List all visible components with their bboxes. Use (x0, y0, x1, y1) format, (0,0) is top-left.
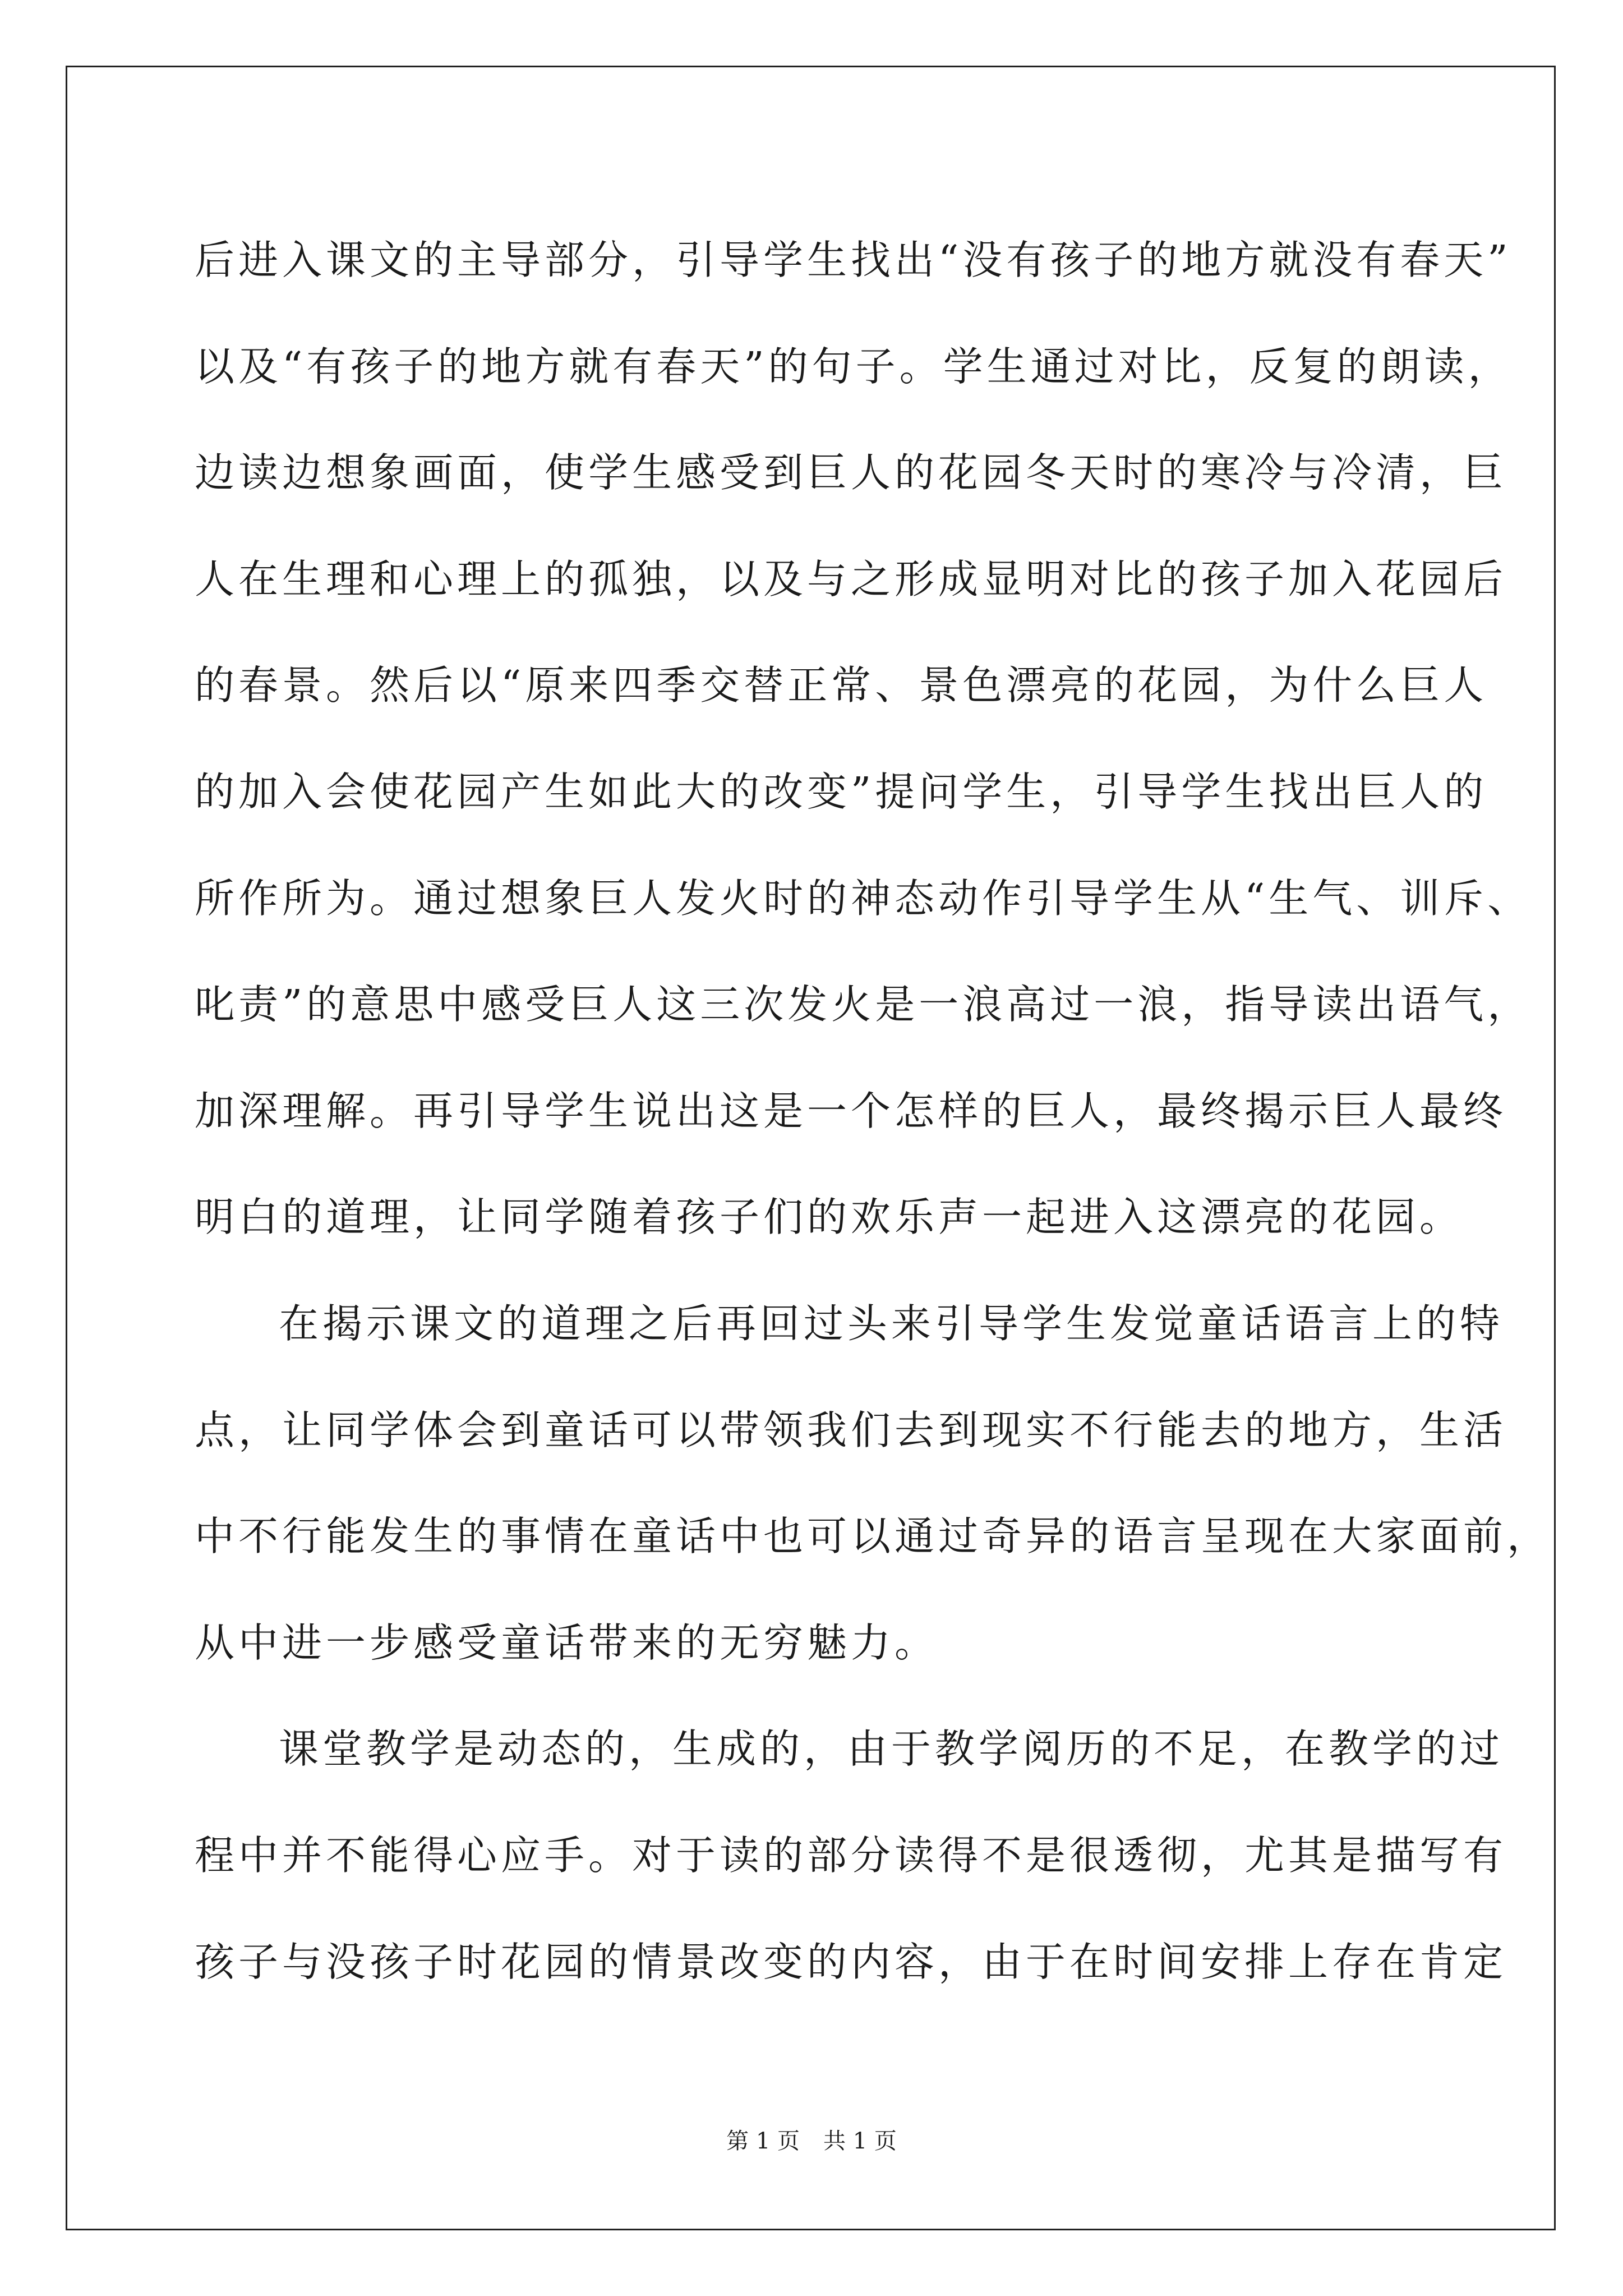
text-line: 所作所为。通过想象巨人发火时的神态动作引导学生从“生气、训斥、 (195, 875, 1532, 922)
text-line: 叱责”的意思中感受巨人这三次发火是一浪高过一浪，指导读出语气， (195, 981, 1532, 1028)
page-footer (0, 2123, 1623, 2155)
text-line: 以及“有孩子的地方就有春天”的句子。学生通过对比，反复的朗读， (195, 343, 1512, 390)
text-line: 的春景。然后以“原来四季交替正常、景色漂亮的花园，为什么巨人 (195, 662, 1488, 709)
text-line: 点，让同学体会到童话可以带领我们去到现实不行能去的地方，生活 (195, 1406, 1507, 1453)
text-line: 的加入会使花园产生如此大的改变”提问学生，引导学生找出巨人的 (195, 768, 1488, 815)
text-line: 在揭示课文的道理之后再回过头来引导学生发觉童话语言上的特 (279, 1300, 1504, 1347)
page-number: 第 1 页 (726, 2128, 800, 2154)
text-line: 孩子与没孩子时花园的情景改变的内容，由于在时间安排上存在肯定 (195, 1938, 1507, 1985)
text-line: 课堂教学是动态的，生成的，由于教学阅历的不足，在教学的过 (279, 1726, 1504, 1773)
document-body (195, 207, 1551, 2015)
text-line: 从中进一步感受童话带来的无穷魅力。 (195, 1619, 939, 1666)
text-line: 边读边想象画面，使学生感受到巨人的花园冬天时的寒冷与冷清，巨 (195, 449, 1507, 496)
page-total: 共 1 页 (823, 2128, 897, 2154)
text-line: 后进入课文的主导部分，引导学生找出“没有孩子的地方就没有春天” (195, 237, 1512, 283)
text-line: 加深理解。再引导学生说出这是一个怎样的巨人，最终揭示巨人最终 (195, 1087, 1507, 1134)
text-line: 明白的道理，让同学随着孩子们的欢乐声一起进入这漂亮的花园。 (195, 1194, 1464, 1241)
text-line: 人在生理和心理上的孤独，以及与之形成显明对比的孩子加入花园后 (195, 555, 1507, 602)
text-line: 中不行能发生的事情在童话中也可以通过奇异的语言呈现在大家面前， (195, 1513, 1551, 1560)
text-line: 程中并不能得心应手。对于读的部分读得不是很透彻，尤其是描写有 (195, 1832, 1507, 1879)
